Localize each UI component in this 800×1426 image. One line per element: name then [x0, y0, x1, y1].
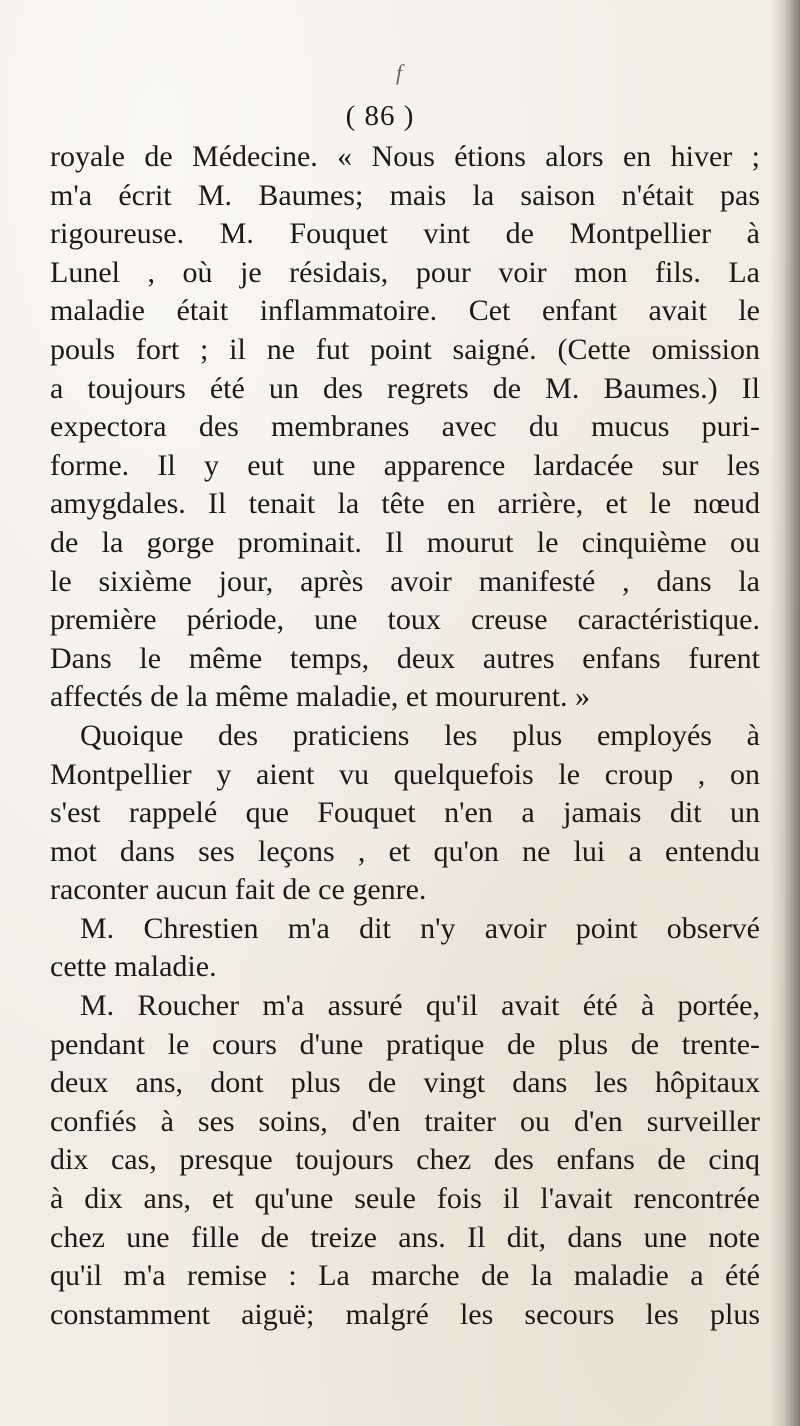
text-line: de la gorge prominait. Il mourut le cinquième ou [50, 525, 760, 559]
text-line: Dans le même temps, deux autres enfans furent [50, 641, 760, 675]
body-text [50, 138, 760, 1334]
text-line: forme. Il y eut une apparence lardacée sur les [50, 448, 760, 482]
text-line: à dix ans, et qu'une seule fois il l'avait rencontrée [50, 1182, 760, 1216]
text-line: Quoique des praticiens les plus employés à [80, 718, 760, 752]
text-line: qu'il m'a remise : La marche de la maladie a été [50, 1259, 760, 1293]
text-line: chez une fille de treize ans. Il dit, dans une note [50, 1220, 760, 1254]
text-line: rigoureuse. M. Fouquet vint de Montpellier à [50, 217, 760, 251]
text-line: Montpellier y aient vu quelquefois le croup , on [50, 757, 760, 791]
text-line: constamment aiguë; malgré les secours les plus [50, 1297, 760, 1331]
text-line: expectora des membranes avec du mucus puri- [50, 410, 760, 444]
text-line: a toujours été un des regrets de M. Baumes.) Il [50, 371, 760, 405]
text-line: confiés à ses soins, d'en traiter ou d'en surveiller [50, 1104, 760, 1138]
text-line: M. Chrestien m'a dit n'y avoir point observé [80, 911, 760, 945]
text-line: Lunel , où je résidais, pour voir mon fils. La [50, 255, 760, 289]
text-line: m'a écrit M. Baumes; mais la saison n'était pas [50, 178, 760, 212]
text-line: M. Roucher m'a assuré qu'il avait été à portée, [80, 989, 760, 1023]
text-line: première période, une toux creuse caractéristique. [50, 603, 760, 637]
text-line: dix cas, presque toujours chez des enfans de cinq [50, 1143, 760, 1177]
text-line: raconter aucun fait de ce genre. [50, 873, 427, 907]
text-line: affectés de la même maladie, et moururent. » [50, 680, 591, 714]
text-line: le sixième jour, après avoir manifesté , dans la [50, 564, 760, 598]
text-line: mot dans ses leçons , et qu'on ne lui a entendu [50, 834, 760, 868]
text-line: maladie était inflammatoire. Cet enfant avait le [50, 294, 760, 328]
text-line: s'est rappelé que Fouquet n'en a jamais dit un [50, 796, 760, 830]
text-line: pendant le cours d'une pratique de plus de trente- [50, 1027, 760, 1061]
text-line: cette maladie. [50, 950, 217, 984]
folio-mark: f [396, 60, 403, 85]
text-line: pouls fort ; il ne fut point saigné. (Cette omission [50, 332, 760, 366]
page-number: ( 86 ) [345, 100, 415, 132]
text-line: deux ans, dont plus de vingt dans les hôpitaux [50, 1066, 760, 1100]
text-line: amygdales. Il tenait la tête en arrière, et le nœud [50, 487, 760, 521]
page-edge-shadow [770, 0, 800, 1426]
text-line: royale de Médecine. « Nous étions alors en hiver ; [50, 140, 760, 173]
